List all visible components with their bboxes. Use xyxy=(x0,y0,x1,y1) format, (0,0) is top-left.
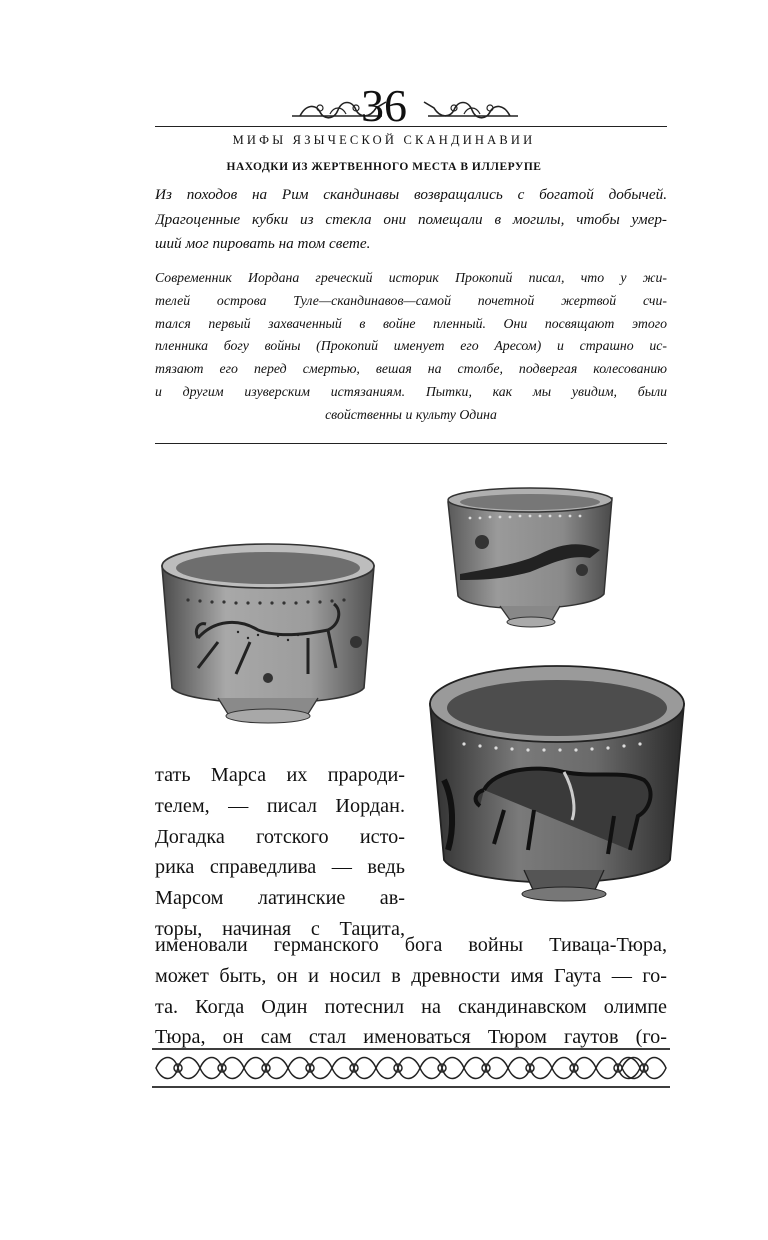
sidebar-heading: НАХОДКИ ИЗ ЖЕРТВЕННОГО МЕСТА В ИЛЛЕРУПЕ xyxy=(226,161,542,173)
main-text-wrapped-block xyxy=(155,760,405,945)
text-line: торы, начиная с Тацита, xyxy=(155,917,405,940)
text-line: Марсом латинские ав- xyxy=(155,887,405,910)
sidebar-bottom-rule xyxy=(155,443,667,444)
text-line: тался первый захваченный в войне пленный. Они посвящают этого xyxy=(155,315,667,331)
sidebar-body-paragraph xyxy=(155,267,667,427)
main-text-full-width-block xyxy=(155,930,667,1053)
text-line: ший мог пировать на том свете. xyxy=(155,235,371,252)
text-line: рика справедлива — ведь xyxy=(155,856,405,879)
glass-cup-bird-image xyxy=(440,484,620,636)
text-line: та. Когда Один потеснил на скандинавском олимпе xyxy=(155,995,667,1018)
text-line: Современник Иордана греческий историк Прокопий писал, что у жи- xyxy=(155,270,667,285)
text-line: телей острова Туле—скандинавов—самой почетной жертвой счи- xyxy=(155,292,667,308)
page-number: 36 xyxy=(361,80,407,131)
text-line: Тюра, он сам стал именоваться Тюром гаутов (го- xyxy=(155,1026,667,1049)
running-title: МИФЫ ЯЗЫЧЕСКОЙ СКАНДИНАВИИ xyxy=(232,133,536,147)
text-line: тязают его перед смертью, вешая на столбе, подвергая колесованию xyxy=(155,361,667,377)
text-line: пленника богу войны (Прокопий именует его Аресом) и страшно ис- xyxy=(155,338,667,354)
text-line: свойственны и культу Одина xyxy=(325,406,497,422)
text-line: именовали германского бога войны Тиваца-Тюра, xyxy=(155,934,667,956)
footer-ornament-band-icon xyxy=(152,1046,670,1090)
text-line: и другим изуверским истязаниям. Пытки, как мы увидим, были xyxy=(155,383,667,399)
text-line: тать Марса их прароди- xyxy=(155,764,405,786)
text-line: телем, — писал Иордан. xyxy=(155,794,405,817)
text-line: Догадка готского исто- xyxy=(155,825,405,848)
text-line: может быть, он и носил в древности имя Гаута — го- xyxy=(155,964,667,987)
header-rule xyxy=(155,126,667,127)
glass-cup-bull-image xyxy=(424,660,690,905)
sidebar-intro-paragraph xyxy=(155,183,667,257)
text-line: Из походов на Рим скандинавы возвращались с богатой добычей. xyxy=(155,186,667,203)
header-ornament-right-icon xyxy=(420,96,520,122)
text-line: Драгоценные кубки из стекла они помещали в могилы, чтобы умер- xyxy=(155,210,667,228)
glass-cup-leopard-image xyxy=(158,538,378,728)
